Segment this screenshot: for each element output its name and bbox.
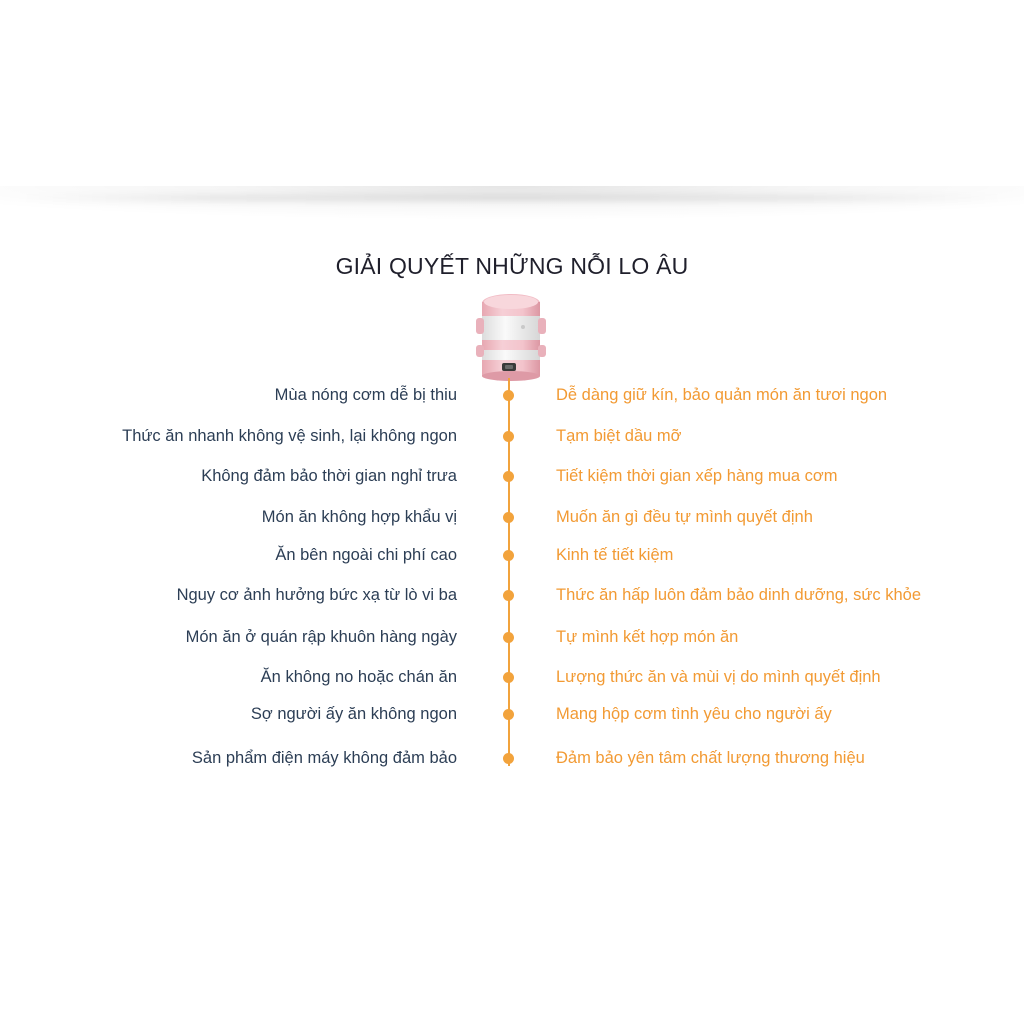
solution-text: Tự mình kết hợp món ăn [556,628,739,646]
timeline-dot [503,709,514,720]
problem-text: Không đảm bảo thời gian nghỉ trưa [201,467,457,485]
top-shadow-divider [0,186,1024,220]
solution-text: Mang hộp cơm tình yêu cho người ấy [556,705,832,723]
timeline-dot [503,672,514,683]
comparison-row [0,746,1024,770]
comparison-row [0,702,1024,726]
comparison-row [0,625,1024,649]
timeline-dot [503,550,514,561]
solution-text: Thức ăn hấp luôn đảm bảo dinh dưỡng, sức khỏe [556,586,922,604]
lunch-box-product-icon [471,291,551,383]
timeline-dot [503,753,514,764]
problem-text: Ăn bên ngoài chi phí cao [275,546,457,564]
timeline-dot [503,390,514,401]
top-divider-line [20,194,1004,202]
problem-text: Món ăn không hợp khẩu vị [261,508,457,526]
problem-text: Món ăn ở quán rập khuôn hàng ngày [185,628,457,646]
comparison-row [0,583,1024,607]
comparison-row [0,543,1024,567]
comparison-row [0,665,1024,689]
solution-text: Tạm biệt dầu mỡ [556,427,682,445]
solution-text: Kinh tế tiết kiệm [556,546,674,564]
problem-text: Ăn không no hoặc chán ăn [260,668,457,686]
problem-text: Sản phẩm điện máy không đảm bảo [191,749,457,767]
problem-text: Sợ người ấy ăn không ngon [250,705,457,723]
problem-text: Mùa nóng cơm dễ bị thiu [274,386,457,404]
solution-text: Dễ dàng giữ kín, bảo quản món ăn tươi ngon [556,386,888,404]
solution-text: Lượng thức ăn và mùi vị do mình quyết định [556,668,881,686]
solution-text: Tiết kiệm thời gian xếp hàng mua cơm [556,467,838,485]
page-title: GIẢI QUYẾT NHỮNG NỖI LO ÂU [335,253,689,279]
comparison-row [0,424,1024,448]
timeline-dot [503,431,514,442]
timeline-dot [503,590,514,601]
solution-text: Muốn ăn gì đều tự mình quyết định [556,508,813,526]
solution-text: Đảm bảo yên tâm chất lượng thương hiệu [556,749,865,767]
timeline-dot [503,512,514,523]
timeline-dot [503,632,514,643]
comparison-row [0,464,1024,488]
comparison-row [0,505,1024,529]
problem-text: Thức ăn nhanh không vệ sinh, lại không ngon [122,427,457,445]
timeline-dot [503,471,514,482]
comparison-row [0,383,1024,407]
problem-text: Nguy cơ ảnh hưởng bức xạ từ lò vi ba [176,586,457,604]
